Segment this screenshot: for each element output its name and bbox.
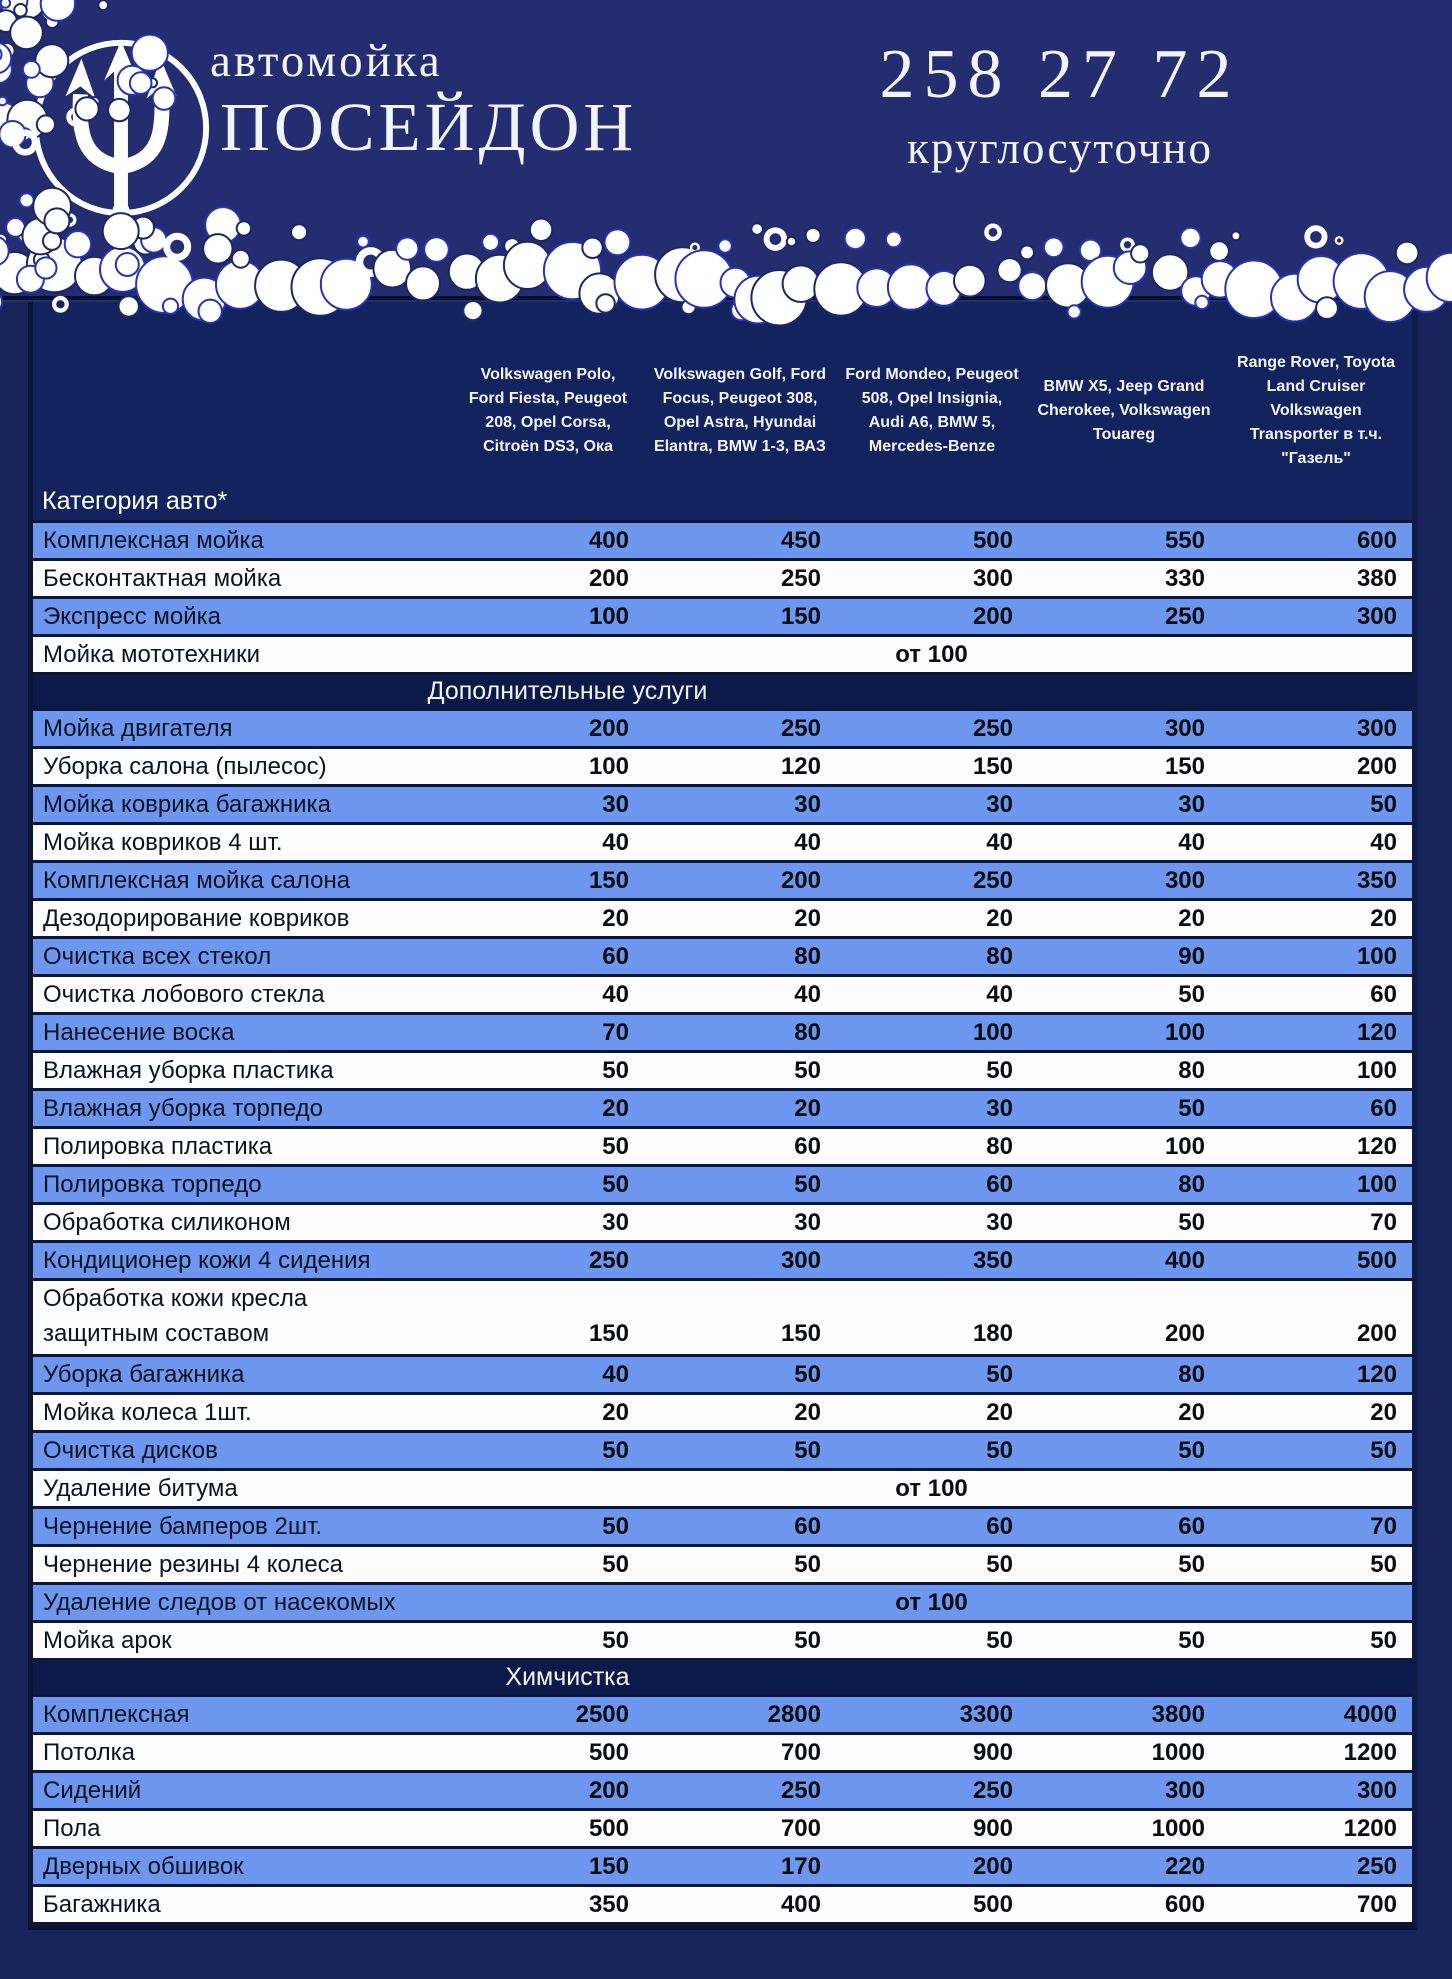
- price-cell: 50: [986, 1056, 1013, 1084]
- price-cell: 80: [1178, 1360, 1205, 1388]
- contact-block: [820, 36, 1300, 173]
- table-row: [33, 1509, 1412, 1547]
- section-header: Химчистка: [33, 1661, 1412, 1697]
- price-cell: 80: [1178, 1170, 1205, 1198]
- column-header-2: Volkswagen Golf, Ford Focus, Peugeot 308, Opel Astra, Hyundai Elantra, BMW 1-3, ВАЗ: [653, 366, 827, 455]
- price-cell: 70: [1370, 1208, 1397, 1236]
- service-label: Комплексная мойка: [43, 526, 264, 554]
- price-cell: 100: [972, 1018, 1013, 1046]
- price-cell: 250: [588, 1246, 629, 1274]
- table-row: [33, 1735, 1412, 1773]
- price-cell: 500: [972, 1890, 1013, 1918]
- service-label: Дезодорирование ковриков: [43, 904, 350, 932]
- price-cell: 30: [602, 1208, 629, 1236]
- price-cell: 50: [602, 1132, 629, 1160]
- price-cell: 1200: [1343, 1738, 1397, 1766]
- price-cell: 500: [588, 1814, 629, 1842]
- price-cell: 200: [1164, 1320, 1205, 1347]
- price-cell: 50: [794, 1056, 821, 1084]
- price-cell: 700: [1356, 1890, 1397, 1918]
- service-label: Влажная уборка пластика: [43, 1056, 334, 1084]
- price-cell: 40: [986, 980, 1013, 1008]
- price-cell: 300: [1356, 602, 1397, 630]
- price-cell: 50: [602, 1170, 629, 1198]
- price-cell: 50: [794, 1626, 821, 1654]
- column-header-3: Ford Mondeo, Peugeot 508, Opel Insignia, Audi A6, BMW 5, Mercedes-Benze: [845, 366, 1019, 455]
- price-cell: 250: [1356, 1852, 1397, 1880]
- price-cell: 50: [1370, 1550, 1397, 1578]
- table-row: [33, 561, 1412, 599]
- price-cell: 20: [1370, 1398, 1397, 1426]
- service-label: Багажника: [43, 1890, 161, 1918]
- table-row: [33, 977, 1412, 1015]
- price-cell: 70: [1370, 1512, 1397, 1540]
- service-label: Комплексная: [43, 1700, 190, 1728]
- price-cell: 50: [1178, 980, 1205, 1008]
- price-cell: 40: [794, 828, 821, 856]
- price-cell: 50: [602, 1056, 629, 1084]
- price-cell: 80: [986, 1132, 1013, 1160]
- price-cell: 50: [1178, 1094, 1205, 1122]
- service-label: Обработка силиконом: [43, 1208, 291, 1236]
- service-label: Полировка пластика: [43, 1132, 273, 1160]
- service-label: Уборка салона (пылесос): [43, 752, 327, 780]
- price-cell: 1000: [1151, 1738, 1205, 1766]
- price-cell: 50: [602, 1626, 629, 1654]
- price-cell: 3300: [959, 1700, 1013, 1728]
- price-cell: 150: [588, 1852, 629, 1880]
- price-cell: 150: [780, 602, 821, 630]
- column-header-4: BMW X5, Jeep Grand Cherokee, Volkswagen Touareg: [1037, 378, 1211, 443]
- price-cell: 300: [1164, 1776, 1205, 1804]
- price-cell: 30: [602, 790, 629, 818]
- price-cell: 200: [1356, 752, 1397, 780]
- price-cell: 1200: [1343, 1814, 1397, 1842]
- price-cell: 1000: [1151, 1814, 1205, 1842]
- price-cell: 50: [1370, 1626, 1397, 1654]
- price-cell: 60: [602, 942, 629, 970]
- table-row: [33, 1849, 1412, 1887]
- service-label: Сидений: [43, 1776, 142, 1804]
- service-label: Нанесение воска: [43, 1018, 235, 1046]
- price-cell: 30: [986, 1208, 1013, 1236]
- price-cell: 200: [972, 602, 1013, 630]
- table-row: [33, 1167, 1412, 1205]
- price-cell: 100: [1356, 942, 1397, 970]
- price-cell: 300: [1164, 866, 1205, 894]
- table-row: [33, 1773, 1412, 1811]
- table-row: [33, 1395, 1412, 1433]
- service-label: Мойка двигателя: [43, 714, 233, 742]
- service-label: Удаление битума: [43, 1474, 238, 1502]
- price-cell: 250: [780, 564, 821, 592]
- price-cell: 400: [1164, 1246, 1205, 1274]
- table-row: [33, 1585, 1412, 1623]
- service-label: Бесконтактная мойка: [43, 564, 282, 592]
- table-row: [33, 1243, 1412, 1281]
- price-cell: 50: [986, 1550, 1013, 1578]
- table-row: [33, 1091, 1412, 1129]
- price-cell: 50: [794, 1550, 821, 1578]
- price-cell: 50: [602, 1550, 629, 1578]
- price-cell: 20: [1370, 904, 1397, 932]
- price-cell: 700: [780, 1738, 821, 1766]
- table-row: [33, 1811, 1412, 1849]
- service-label: Дверных обшивок: [43, 1852, 244, 1880]
- price-cell: 50: [1370, 1436, 1397, 1464]
- section-header: Дополнительные услуги: [33, 675, 1412, 711]
- price-cell: 250: [780, 1776, 821, 1804]
- price-cell: 20: [602, 904, 629, 932]
- price-cell: 350: [972, 1246, 1013, 1274]
- price-cell: 120: [780, 752, 821, 780]
- table-row: [33, 1281, 1412, 1357]
- table-row: [33, 825, 1412, 863]
- column-header-5: Range Rover, Toyota Land Cruiser Volkswagen Transporter в т.ч. "Газель": [1237, 354, 1395, 467]
- price-cell: 200: [588, 1776, 629, 1804]
- price-cell: 90: [1178, 942, 1205, 970]
- service-label: Полировка торпедо: [43, 1170, 262, 1198]
- price-cell: 200: [1356, 1320, 1397, 1347]
- price-cell: 40: [1178, 828, 1205, 856]
- price-cell: 200: [972, 1852, 1013, 1880]
- service-label: Влажная уборка торпедо: [43, 1094, 324, 1122]
- service-label: Комплексная мойка салона: [43, 866, 351, 894]
- table-row: [33, 787, 1412, 825]
- price-cell: 20: [794, 1094, 821, 1122]
- price-cell: 350: [588, 1890, 629, 1918]
- table-row: [33, 523, 1412, 561]
- price-cell: 300: [1356, 1776, 1397, 1804]
- table-row: [33, 1205, 1412, 1243]
- price-cell: 400: [780, 1890, 821, 1918]
- price-cell: 60: [986, 1512, 1013, 1540]
- service-label: Мойка ковриков 4 шт.: [43, 828, 283, 856]
- price-cell: 50: [794, 1360, 821, 1388]
- price-cell: 50: [986, 1436, 1013, 1464]
- price-cell: 20: [794, 904, 821, 932]
- price-cell: 50: [1178, 1436, 1205, 1464]
- header-banner: [0, 0, 1452, 302]
- brand-tagline: автомойка: [210, 35, 443, 87]
- price-cell: 220: [1164, 1852, 1205, 1880]
- price-cell: 330: [1164, 564, 1205, 592]
- service-label: Мойка арок: [43, 1626, 172, 1654]
- phone-number: 258 27 72: [879, 36, 1241, 113]
- brand-logo: [22, 18, 220, 230]
- price-cell: 380: [1356, 564, 1397, 592]
- table-row: [33, 1697, 1412, 1735]
- price-cell: 300: [780, 1246, 821, 1274]
- price-cell: 3800: [1151, 1700, 1205, 1728]
- price-cell: 250: [972, 714, 1013, 742]
- price-cell: 50: [602, 1436, 629, 1464]
- price-cell: 500: [1356, 1246, 1397, 1274]
- table-row: [33, 637, 1412, 675]
- price-cell: 500: [972, 526, 1013, 554]
- table-header: [33, 302, 1412, 523]
- price-cell: 50: [986, 1626, 1013, 1654]
- price-cell: 100: [1356, 1170, 1397, 1198]
- price-cell: 50: [1178, 1550, 1205, 1578]
- merged-price-cell: от 100: [895, 1474, 968, 1502]
- price-cell: 50: [602, 1512, 629, 1540]
- price-cell: 40: [602, 980, 629, 1008]
- price-cell: 20: [986, 1398, 1013, 1426]
- service-label: Обработка кожи кресла защитным составом: [43, 1285, 308, 1347]
- service-label: Чернение резины 4 колеса: [43, 1550, 344, 1578]
- merged-price-cell: от 100: [895, 1588, 968, 1616]
- price-cell: 150: [780, 1320, 821, 1347]
- table-row: [33, 749, 1412, 787]
- price-cell: 300: [1356, 714, 1397, 742]
- price-cell: 200: [588, 564, 629, 592]
- table-body: [33, 523, 1412, 1925]
- price-cell: 40: [794, 980, 821, 1008]
- table-row: [33, 1887, 1412, 1925]
- column-header-1: Volkswagen Polo, Ford Fiesta, Peugeot 208, Opel Corsa, Citroën DS3, Ока: [468, 366, 628, 455]
- price-cell: 40: [602, 1360, 629, 1388]
- price-cell: 60: [986, 1170, 1013, 1198]
- price-cell: 2800: [767, 1700, 821, 1728]
- price-cell: 50: [1370, 790, 1397, 818]
- table-row: [33, 901, 1412, 939]
- price-cell: 100: [1356, 1056, 1397, 1084]
- price-cell: 100: [1164, 1132, 1205, 1160]
- column-headers: [452, 302, 1412, 520]
- price-cell: 120: [1356, 1360, 1397, 1388]
- price-cell: 50: [1178, 1208, 1205, 1236]
- price-cell: 20: [794, 1398, 821, 1426]
- price-cell: 20: [1178, 1398, 1205, 1426]
- service-label: Мойка коврика багажника: [43, 790, 331, 818]
- price-cell: 30: [986, 1094, 1013, 1122]
- price-cell: 50: [794, 1170, 821, 1198]
- price-cell: 30: [1178, 790, 1205, 818]
- merged-price-cell: от 100: [895, 640, 968, 668]
- price-cell: 600: [1356, 526, 1397, 554]
- table-row: [33, 939, 1412, 977]
- price-cell: 450: [780, 526, 821, 554]
- service-label: Мойка мототехники: [43, 640, 261, 668]
- price-cell: 300: [972, 564, 1013, 592]
- price-table: [28, 302, 1418, 1930]
- price-cell: 40: [986, 828, 1013, 856]
- price-cell: 120: [1356, 1018, 1397, 1046]
- table-row: [33, 1623, 1412, 1661]
- price-cell: 20: [602, 1398, 629, 1426]
- price-cell: 180: [972, 1320, 1013, 1347]
- price-cell: 100: [1164, 1018, 1205, 1046]
- brand-text: [210, 35, 638, 165]
- table-row: [33, 1015, 1412, 1053]
- price-cell: 30: [794, 1208, 821, 1236]
- service-label: Уборка багажника: [43, 1360, 245, 1388]
- service-label: Удаление следов от насекомых: [43, 1588, 396, 1616]
- service-label: Потолка: [43, 1738, 135, 1766]
- price-cell: 50: [1178, 1626, 1205, 1654]
- price-cell: 40: [1370, 828, 1397, 856]
- table-row: [33, 1053, 1412, 1091]
- category-label: Категория авто*: [42, 487, 228, 515]
- price-cell: 150: [588, 1320, 629, 1347]
- price-cell: 500: [588, 1738, 629, 1766]
- price-cell: 250: [780, 714, 821, 742]
- trident-in-circle-icon: [22, 18, 220, 230]
- service-label: Очистка дисков: [43, 1436, 218, 1464]
- price-cell: 50: [986, 1360, 1013, 1388]
- price-cell: 40: [602, 828, 629, 856]
- price-cell: 400: [588, 526, 629, 554]
- price-cell: 250: [972, 866, 1013, 894]
- price-cell: 250: [972, 1776, 1013, 1804]
- price-cell: 200: [780, 866, 821, 894]
- price-cell: 30: [794, 790, 821, 818]
- table-row: [33, 1357, 1412, 1395]
- service-label: Кондиционер кожи 4 сидения: [43, 1246, 371, 1274]
- price-cell: 300: [1164, 714, 1205, 742]
- price-cell: 50: [794, 1436, 821, 1464]
- service-label: Очистка лобового стекла: [43, 980, 325, 1008]
- price-cell: 600: [1164, 1890, 1205, 1918]
- price-cell: 150: [1164, 752, 1205, 780]
- price-cell: 120: [1356, 1132, 1397, 1160]
- price-cell: 700: [780, 1814, 821, 1842]
- price-cell: 80: [794, 1018, 821, 1046]
- price-cell: 60: [794, 1512, 821, 1540]
- price-cell: 60: [1178, 1512, 1205, 1540]
- price-cell: 150: [588, 866, 629, 894]
- price-cell: 350: [1356, 866, 1397, 894]
- price-cell: 100: [588, 602, 629, 630]
- price-cell: 250: [1164, 602, 1205, 630]
- price-cell: 550: [1164, 526, 1205, 554]
- service-label: Пола: [43, 1814, 101, 1842]
- table-row: [33, 1471, 1412, 1509]
- table-row: [33, 1129, 1412, 1167]
- price-cell: 150: [972, 752, 1013, 780]
- table-row: [33, 863, 1412, 901]
- price-cell: 80: [794, 942, 821, 970]
- price-cell: 200: [588, 714, 629, 742]
- service-label: Чернение бамперов 2шт.: [43, 1512, 323, 1540]
- table-row: [33, 599, 1412, 637]
- table-row: [33, 711, 1412, 749]
- price-cell: 2500: [575, 1700, 629, 1728]
- price-cell: 20: [986, 904, 1013, 932]
- price-cell: 80: [986, 942, 1013, 970]
- price-cell: 20: [602, 1094, 629, 1122]
- price-cell: 170: [780, 1852, 821, 1880]
- price-cell: 60: [1370, 980, 1397, 1008]
- service-label: Мойка колеса 1шт.: [43, 1398, 252, 1426]
- service-label: Очистка всех стекол: [43, 942, 272, 970]
- price-cell: 60: [794, 1132, 821, 1160]
- price-cell: 20: [1178, 904, 1205, 932]
- price-cell: 70: [602, 1018, 629, 1046]
- price-cell: 900: [972, 1738, 1013, 1766]
- price-cell: 30: [986, 790, 1013, 818]
- table-row: [33, 1547, 1412, 1585]
- service-label: Экспресс мойка: [43, 602, 222, 630]
- brand-name: ПОСЕЙДОН: [220, 89, 638, 165]
- price-cell: 900: [972, 1814, 1013, 1842]
- hours-label: круглосуточно: [906, 123, 1214, 173]
- price-cell: 80: [1178, 1056, 1205, 1084]
- price-cell: 4000: [1343, 1700, 1397, 1728]
- price-cell: 60: [1370, 1094, 1397, 1122]
- price-cell: 100: [588, 752, 629, 780]
- table-row: [33, 1433, 1412, 1471]
